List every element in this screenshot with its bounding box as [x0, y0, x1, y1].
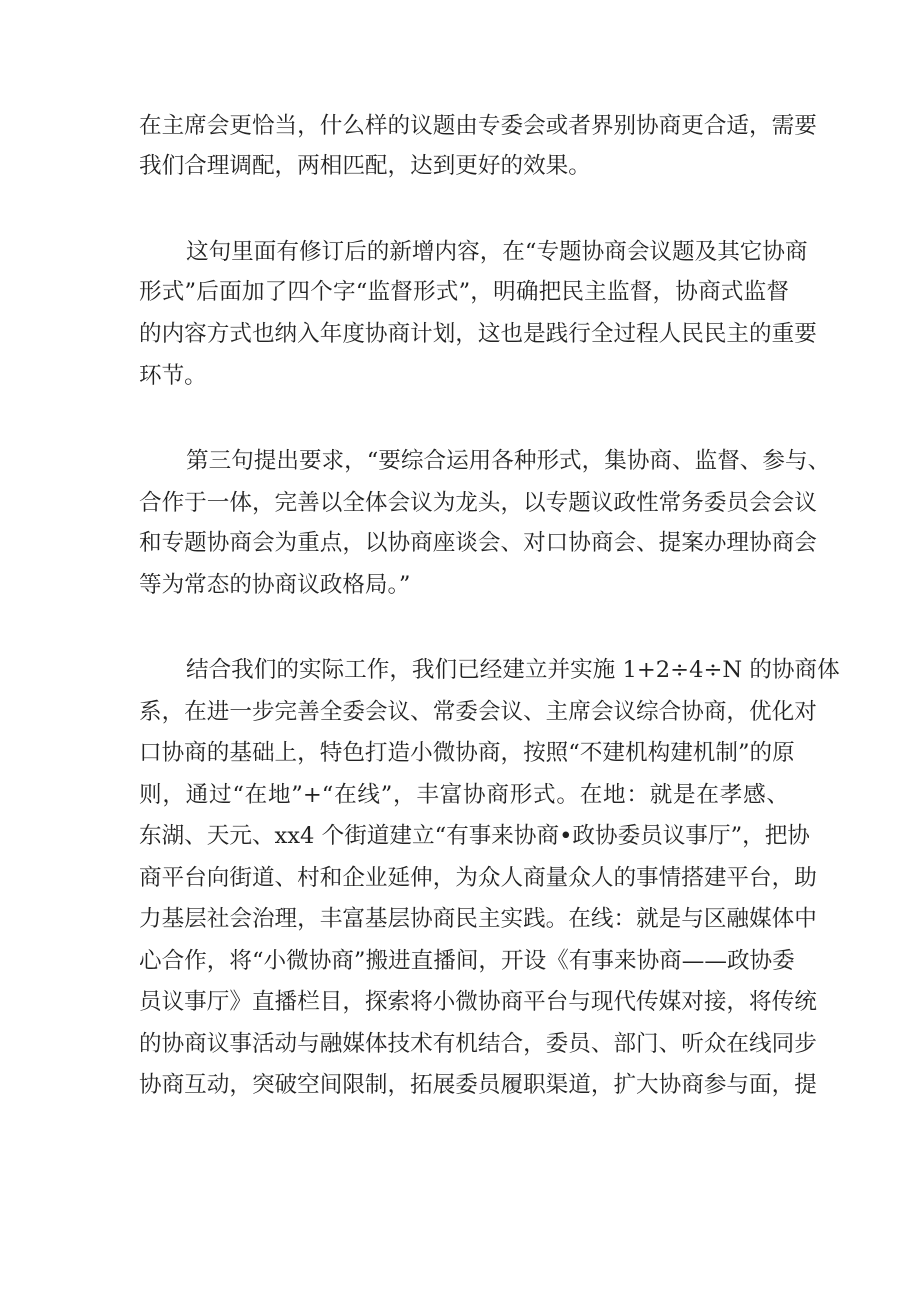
text-line: 和专题协商会为重点，以协商座谈会、对口协商会、提案办理协商会 [139, 530, 817, 556]
text-line: 环节。 [139, 363, 207, 389]
text-line: 的内容方式也纳入年度协商计划，这也是践行全过程人民民主的重要 [139, 321, 817, 347]
text-line: 口协商的基础上，特色打造小微协商，按照“不建机构建机制”的原 [139, 740, 795, 766]
text-line: 商平台向街道、村和企业延伸，为众人商量众人的事情搭建平台，助 [139, 865, 817, 891]
text-line: 则，通过“在地”+“在线”，丰富协商形式。在地：就是在孝感、 [139, 782, 789, 808]
text-line: 心合作，将“小微协商”搬进直播间，开设《有事来协商——政协委 [139, 948, 795, 974]
text-line: 结合我们的实际工作，我们已经建立并实施 1+2÷4÷N 的协商体 [186, 657, 840, 683]
text-line: 在主席会更恰当，什么样的议题由专委会或者界别协商更合适，需要 [139, 113, 817, 139]
text-line: 这句里面有修订后的新增内容，在“专题协商会议题及其它协商 [186, 239, 808, 265]
text-line: 力基层社会治理，丰富基层协商民主实践。在线：就是与区融媒体中 [139, 906, 817, 932]
text-line: 协商互动，突破空间限制，拓展委员履职渠道，扩大协商参与面，提 [139, 1072, 817, 1098]
text-line: 的协商议事活动与融媒体技术有机结合，委员、部门、听众在线同步 [139, 1031, 817, 1057]
text-line: 形式”后面加了四个字“监督形式”，明确把民主监督，协商式监督 [139, 279, 789, 305]
text-line: 等为常态的协商议政格局。” [139, 572, 411, 598]
text-line: 东湖、天元、xx4 个街道建立“有事来协商•政协委员议事厅”，把协 [139, 823, 810, 849]
text-line: 第三句提出要求，“要综合运用各种形式，集协商、监督、参与、 [186, 448, 831, 474]
text-line: 合作于一体，完善以全体会议为龙头，以专题议政性常务委员会会议 [139, 490, 817, 516]
text-line: 员议事厅》直播栏目，探索将小微协商平台与现代传媒对接，将传统 [139, 989, 817, 1015]
text-line: 我们合理调配，两相匹配，达到更好的效果。 [139, 153, 591, 179]
text-line: 系，在进一步完善全委会议、常委会议、主席会议综合协商，优化对 [139, 699, 817, 725]
